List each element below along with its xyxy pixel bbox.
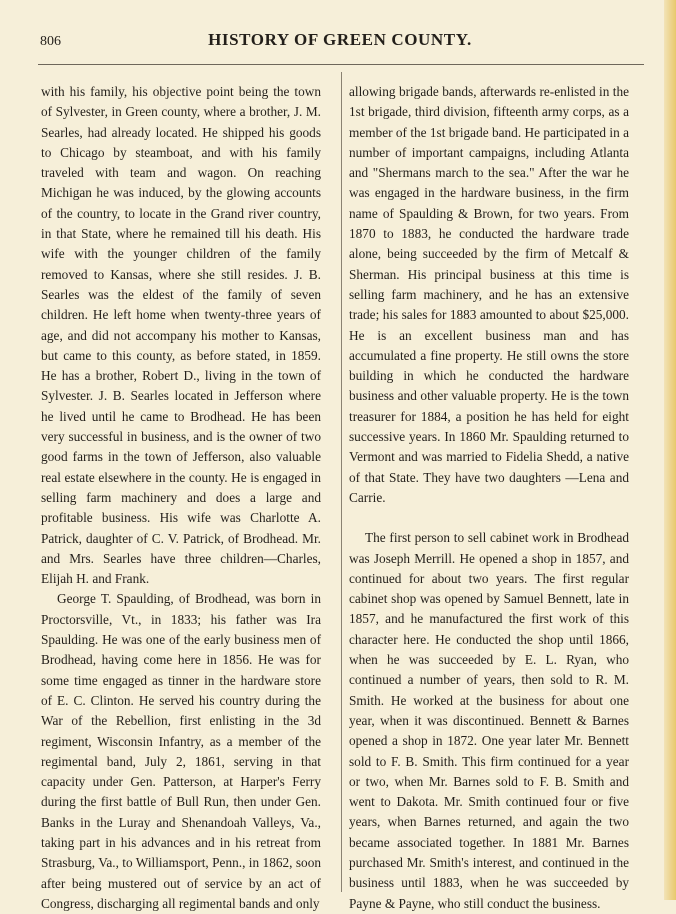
page-number: 806 (40, 34, 61, 49)
paragraph: with his family, his objective point being the town of Sylvester, in Green county, where a brother, J. M. Searles, had already located. He shipped his goods to Chicago by steamboat, and with his family traveled with team and wagon. On reaching Michigan he was induced, by the glowing accounts of the country, to locate in the Grand river country, in that State, where he remained till his death. His wife with the younger children of the family removed to Kansas, where she still resides. J. B. Searles was the eldest of the family of seven children. He left home when twenty-three years of age, and did not accompany his mother to Kansas, but came to this county, as before stated, in 1859. He has a brother, Robert D., living in the town of Sylvester. J. B. Searles located in Jefferson where he lived until he came to Brodhead. He has been very successful in business, and is the owner of two good farms in the town of Jefferson, also valuable real estate elsewhere in the county. He is engaged in selling farm machinery and does a large and profitable business. His wife was Charlotte A. Patrick, daughter of C. V. Patrick, of Brodhead. Mr. and Mrs. Searles have three children—Charles, Elijah H. and Frank. (41, 84, 321, 587)
header-rule (38, 64, 644, 65)
right-column (349, 82, 629, 914)
page-header (40, 30, 640, 56)
column-divider (341, 72, 342, 892)
paragraph: allowing brigade bands, afterwards re-enlisted in the 1st brigade, third division, fifteenth army corps, as a member of the 1st brigade band. He participated in a number of important campaigns, including Atlanta and "Shermans march to the sea." After the war he was engaged in the hardware business, in the firm name of Spaulding & Brown, for two years. From 1870 to 1883, he conducted the hardware trade alone, being succeeded by the firm of Metcalf & Sherman. His principal business at this time is selling farm machinery, and he has an extensive trade; his sales for 1883 amounted to about $25,000. He is an excellent business man and has accumulated a fine property. He still owns the store building in which he conducted the hardware business and other valuable property. He is the town treasurer for 1884, a position he has held for eight successive years. In 1860 Mr. Spaulding returned to Vermont and was married to Fidelia Shedd, a native of that State. They have two daughters —Lena and Carrie. (349, 84, 629, 505)
paragraph: George T. Spaulding, of Brodhead, was born in Proctorsville, Vt., in 1833; his father was Ira Spaulding. He was one of the early business men of Brodhead, having come here in 1856. He was for some time engaged as tinner in the hardware store of E. C. Clinton. He served his country during the War of the Rebellion, first enlisting in the 3d regiment, Wisconsin Infantry, as a member of the regimental band, July 2, 1861, serving in that capacity under Gen. Patterson, at Harper's Ferry during the first battle of Bull Run, then under Gen. Banks in the Luray and Shenandoah Valleys, Va., taking part in his advances and in his retreat from Strasburg, Va., to Williamsport, Penn., in 1862, soon after being mustered out of service by an act of Congress, discharging all regimental bands and only (41, 591, 321, 911)
paragraph: The first person to sell cabinet work in Brodhead was Joseph Merrill. He opened a shop in 1857, and continued for about two years. The first regular cabinet shop was opened by Samuel Bennett, late in 1857, and he manufactured the first work of this character here. He conducted the shop until 1866, when he was succeeded by E. L. Ryan, who continued a number of years, then sold to R. M. Smith. He worked at the business for about one year, when it was discontinued. Bennett & Barnes opened a shop in 1872. One year later Mr. Bennett sold to F. B. Smith. This firm continued for a year or two, when Mr. Barnes sold to F. B. Smith and went to Dakota. Mr. Smith continued four or five years, when Barnes returned, and again the two became associated together. In 1881 Mr. Barnes purchased Mr. Smith's interest, and continued in the business until 1883, when he was succeeded by Payne & Payne, who still conduct the business. (349, 530, 629, 911)
page-edge (664, 0, 676, 900)
left-column (41, 82, 321, 914)
running-title: HISTORY OF GREEN COUNTY. (208, 30, 472, 49)
